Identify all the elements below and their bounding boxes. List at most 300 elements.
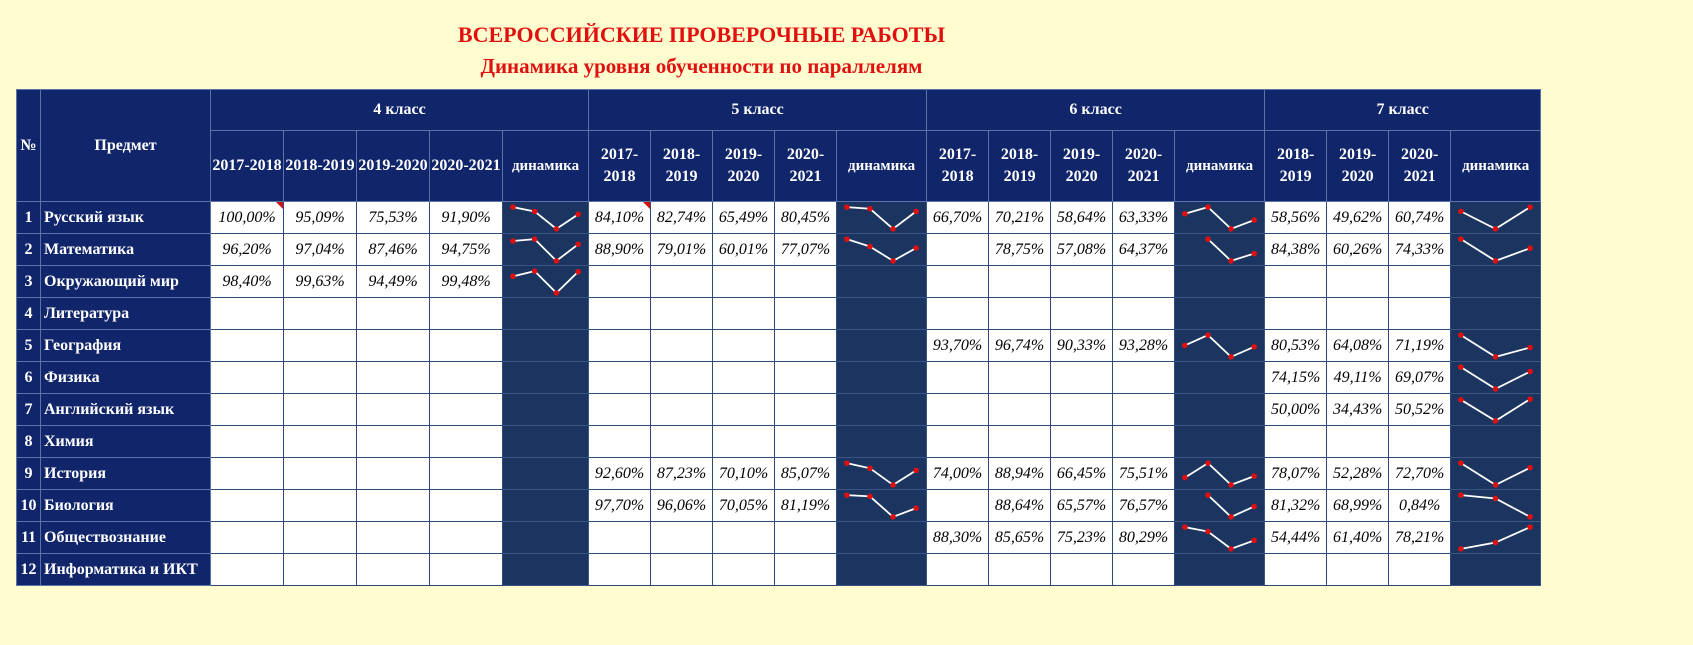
dynamics-g4-point-3: [575, 241, 581, 247]
value-cell: [211, 202, 284, 234]
row-number: 6: [17, 362, 41, 394]
value-cell: [1327, 202, 1389, 234]
value-cell: [1051, 490, 1113, 522]
dynamics-g7-point-0: [1458, 332, 1464, 338]
dynamics-cell-g5: [837, 458, 927, 490]
value-cell: [1327, 394, 1389, 426]
value-cell: [1051, 234, 1113, 266]
value-cell: [357, 554, 430, 586]
value-cell: [211, 362, 284, 394]
header-row-grades: [17, 90, 1541, 131]
dynamics-g7-point-0: [1458, 492, 1464, 498]
value-cell: [1389, 362, 1451, 394]
value-cell: [430, 266, 503, 298]
value-text: 0,84%: [1398, 496, 1441, 514]
dynamics-g6-sparkline: [1175, 203, 1264, 233]
value-cell: [1327, 234, 1389, 266]
dynamics-g7-point-0: [1458, 236, 1464, 242]
dynamics-g4-sparkline: [503, 235, 588, 265]
dynamics-cell-g4: [503, 202, 589, 234]
value-cell: [430, 426, 503, 458]
subject-name: Литература: [41, 298, 211, 330]
value-text: 94,49%: [368, 272, 418, 290]
value-cell: [713, 330, 775, 362]
dynamics-g5-line: [847, 207, 916, 229]
dynamics-g6-point-1: [1228, 258, 1234, 264]
value-cell: [713, 202, 775, 234]
value-cell: [989, 266, 1051, 298]
dynamics-g6-point-0: [1205, 236, 1211, 242]
value-text: 72,70%: [1394, 464, 1445, 482]
dynamics-g4-point-1: [532, 268, 538, 274]
row-number: 11: [17, 522, 41, 554]
value-cell: [1327, 554, 1389, 586]
dynamics-g7-point-0: [1458, 546, 1464, 552]
dynamics-cell-g6: [1175, 554, 1265, 586]
dynamics-cell-g6: [1175, 202, 1265, 234]
value-cell: [589, 394, 651, 426]
dynamics-g5-point-2: [890, 258, 896, 264]
dynamics-g7-sparkline: [1451, 523, 1540, 553]
value-cell: [651, 362, 713, 394]
value-cell: [775, 202, 837, 234]
dynamics-g7-point-1: [1493, 539, 1499, 545]
value-cell: [927, 234, 989, 266]
dynamics-cell-g5: [837, 202, 927, 234]
value-cell: [1265, 426, 1327, 458]
dynamics-g6-point-1: [1205, 460, 1211, 466]
value-cell: [927, 426, 989, 458]
dynamics-g6-line: [1185, 335, 1254, 357]
dynamics-g7-point-2: [1528, 464, 1534, 470]
dynamics-g6-point-0: [1182, 342, 1188, 348]
value-cell: [284, 554, 357, 586]
dynamics-g6-line: [1185, 463, 1254, 485]
dynamics-g5-line: [847, 495, 916, 517]
value-text: 74,15%: [1270, 368, 1321, 386]
dynamics-cell-g7: [1451, 234, 1541, 266]
value-cell: [713, 522, 775, 554]
value-cell: [1389, 234, 1451, 266]
dynamics-header-g7: динамика: [1451, 131, 1541, 202]
value-text: 96,74%: [994, 336, 1045, 354]
dynamics-g4-point-2: [554, 226, 560, 232]
dynamics-g7-point-1: [1493, 418, 1499, 424]
dynamics-g4-point-1: [532, 236, 538, 242]
value-text: 78,75%: [994, 240, 1045, 258]
dynamics-g5-sparkline: [837, 491, 926, 521]
value-text: 65,49%: [718, 208, 769, 226]
value-text: 80,45%: [780, 208, 831, 226]
value-text: 99,48%: [441, 272, 491, 290]
value-cell: [927, 362, 989, 394]
year-header-g4-3: 2020-2021: [430, 131, 503, 202]
value-cell: [1327, 458, 1389, 490]
value-cell: [1265, 298, 1327, 330]
value-cell: [211, 522, 284, 554]
value-cell: [775, 554, 837, 586]
year-header-g5-1: 2018-2019: [651, 131, 713, 202]
dynamics-cell-g5: [837, 490, 927, 522]
dynamics-cell-g6: [1175, 266, 1265, 298]
value-cell: [211, 234, 284, 266]
value-cell: [430, 234, 503, 266]
value-text: 74,33%: [1394, 240, 1445, 258]
value-text: 49,11%: [1333, 368, 1382, 386]
value-cell: [284, 234, 357, 266]
dynamics-cell-g4: [503, 394, 589, 426]
value-cell: [1113, 394, 1175, 426]
value-cell: [1265, 362, 1327, 394]
dynamics-cell-g7: [1451, 298, 1541, 330]
value-cell: [1113, 522, 1175, 554]
value-cell: [1327, 426, 1389, 458]
value-cell: [211, 554, 284, 586]
value-cell: [1327, 522, 1389, 554]
value-cell: [589, 490, 651, 522]
value-cell: [1051, 330, 1113, 362]
value-cell: [1113, 298, 1175, 330]
dynamics-cell-g4: [503, 522, 589, 554]
value-cell: [1113, 554, 1175, 586]
value-text: 88,90%: [594, 240, 645, 258]
value-cell: [1327, 362, 1389, 394]
dynamics-g4-point-1: [532, 208, 538, 214]
value-cell: [989, 522, 1051, 554]
year-header-g5-0: 2017-2018: [589, 131, 651, 202]
value-cell: [651, 234, 713, 266]
dynamics-g6-point-3: [1251, 537, 1257, 543]
value-text: 84,10%: [594, 208, 645, 226]
value-cell: [713, 490, 775, 522]
value-text: 94,75%: [441, 240, 491, 258]
value-cell: [713, 458, 775, 490]
value-cell: [775, 394, 837, 426]
dynamics-g5-point-0: [844, 460, 850, 466]
dynamics-g5-sparkline: [837, 203, 926, 233]
value-cell: [1113, 234, 1175, 266]
value-cell: [927, 202, 989, 234]
dynamics-g7-sparkline: [1451, 395, 1540, 425]
value-text: 60,74%: [1394, 208, 1445, 226]
dynamics-g7-point-2: [1528, 368, 1534, 374]
dynamics-g7-sparkline: [1451, 331, 1540, 361]
dynamics-g5-point-0: [844, 204, 850, 210]
value-cell: [1265, 202, 1327, 234]
value-text: 70,10%: [718, 464, 769, 482]
value-cell: [713, 362, 775, 394]
value-cell: [1113, 458, 1175, 490]
value-cell: [989, 298, 1051, 330]
value-text: 50,00%: [1270, 400, 1321, 418]
dynamics-cell-g7: [1451, 330, 1541, 362]
dynamics-g6-point-0: [1182, 474, 1188, 480]
value-text: 66,70%: [932, 208, 983, 226]
dynamics-g7-point-1: [1493, 354, 1499, 360]
value-text: 85,65%: [994, 528, 1045, 546]
value-cell: [284, 202, 357, 234]
value-cell: [284, 362, 357, 394]
value-text: 92,60%: [594, 464, 645, 482]
value-text: 96,20%: [222, 240, 272, 258]
value-text: 87,46%: [368, 240, 418, 258]
value-cell: [211, 490, 284, 522]
dynamics-g7-line: [1461, 335, 1530, 357]
dynamics-g6-sparkline: [1175, 331, 1264, 361]
table-row: [17, 298, 1541, 330]
value-cell: [211, 266, 284, 298]
dynamics-g4-line: [513, 207, 578, 229]
value-cell: [775, 426, 837, 458]
dynamics-g5-sparkline: [837, 235, 926, 265]
dynamics-g6-point-2: [1228, 226, 1234, 232]
value-cell: [1051, 394, 1113, 426]
dynamics-g5-point-0: [844, 492, 850, 498]
value-cell: [430, 298, 503, 330]
dynamics-g5-point-2: [890, 514, 896, 520]
col-header-subject: Предмет: [41, 90, 211, 202]
dynamics-cell-g4: [503, 330, 589, 362]
value-cell: [1327, 298, 1389, 330]
dynamics-g6-sparkline: [1175, 459, 1264, 489]
value-cell: [1389, 394, 1451, 426]
row-number: 12: [17, 554, 41, 586]
year-header-g5-3: 2020-2021: [775, 131, 837, 202]
value-cell: [927, 298, 989, 330]
value-cell: [1051, 266, 1113, 298]
value-text: 60,01%: [718, 240, 769, 258]
value-cell: [775, 458, 837, 490]
dynamics-cell-g7: [1451, 362, 1541, 394]
value-text: 75,51%: [1118, 464, 1169, 482]
year-header-g4-2: 2019-2020: [357, 131, 430, 202]
value-cell: [1051, 458, 1113, 490]
value-cell: [651, 426, 713, 458]
value-cell: [1051, 362, 1113, 394]
dynamics-g7-sparkline: [1451, 491, 1540, 521]
dynamics-cell-g5: [837, 330, 927, 362]
value-cell: [1113, 330, 1175, 362]
value-cell: [589, 330, 651, 362]
value-text: 87,23%: [656, 464, 707, 482]
dynamics-g6-line: [1185, 207, 1254, 229]
value-cell: [927, 330, 989, 362]
value-cell: [284, 426, 357, 458]
dynamics-cell-g4: [503, 426, 589, 458]
value-cell: [1051, 522, 1113, 554]
dynamics-g7-line: [1461, 399, 1530, 421]
page-subtitle: Динамика уровня обученности по параллелям: [480, 54, 923, 78]
value-cell: [775, 330, 837, 362]
value-cell: [1327, 490, 1389, 522]
year-header-g4-0: 2017-2018: [211, 131, 284, 202]
value-cell: [1389, 490, 1451, 522]
dynamics-g6-point-1: [1205, 332, 1211, 338]
value-text: 88,30%: [932, 528, 983, 546]
value-text: 98,40%: [222, 272, 272, 290]
dynamics-cell-g7: [1451, 202, 1541, 234]
dynamics-g5-point-1: [867, 243, 873, 249]
dynamics-g4-point-0: [510, 204, 516, 210]
value-text: 78,21%: [1394, 528, 1445, 546]
dynamics-g4-sparkline: [503, 203, 588, 233]
value-text: 64,37%: [1118, 240, 1169, 258]
year-header-g7-1: 2019-2020: [1327, 131, 1389, 202]
dynamics-cell-g7: [1451, 426, 1541, 458]
value-cell: [430, 458, 503, 490]
table-row: [17, 426, 1541, 458]
year-header-g4-1: 2018-2019: [284, 131, 357, 202]
value-cell: [430, 394, 503, 426]
value-cell: [211, 394, 284, 426]
value-cell: [589, 234, 651, 266]
value-cell: [651, 554, 713, 586]
value-text: 57,08%: [1056, 240, 1107, 258]
table-row: [17, 522, 1541, 554]
value-cell: [589, 426, 651, 458]
dynamics-g5-line: [847, 239, 916, 261]
value-cell: [1327, 330, 1389, 362]
dynamics-cell-g4: [503, 490, 589, 522]
value-text: 50,52%: [1394, 400, 1445, 418]
dynamics-g6-point-3: [1251, 473, 1257, 479]
value-cell: [1265, 458, 1327, 490]
value-cell: [1327, 266, 1389, 298]
subject-name: Русский язык: [41, 202, 211, 234]
table-row: [17, 362, 1541, 394]
comment-marker-icon: [643, 202, 650, 209]
value-cell: [651, 458, 713, 490]
value-cell: [284, 458, 357, 490]
value-text: 97,70%: [594, 496, 645, 514]
value-text: 97,04%: [295, 240, 345, 258]
value-text: 66,45%: [1056, 464, 1107, 482]
dynamics-g6-point-0: [1205, 492, 1211, 498]
value-cell: [989, 394, 1051, 426]
dynamics-g6-line: [1208, 495, 1254, 517]
value-text: 77,07%: [780, 240, 831, 258]
dynamics-cell-g4: [503, 234, 589, 266]
dynamics-g7-point-1: [1493, 482, 1499, 488]
value-text: 70,05%: [718, 496, 769, 514]
subject-name: Физика: [41, 362, 211, 394]
dynamics-g5-line: [847, 463, 916, 485]
value-text: 75,23%: [1056, 528, 1107, 546]
dynamics-g6-sparkline: [1175, 235, 1264, 265]
value-cell: [357, 202, 430, 234]
year-header-g7-2: 2020-2021: [1389, 131, 1451, 202]
value-text: 60,26%: [1332, 240, 1383, 258]
value-cell: [284, 298, 357, 330]
value-text: 90,33%: [1056, 336, 1107, 354]
value-cell: [713, 426, 775, 458]
subject-name: География: [41, 330, 211, 362]
subject-name: Биология: [41, 490, 211, 522]
dynamics-g5-point-1: [867, 465, 873, 471]
row-number: 7: [17, 394, 41, 426]
value-cell: [357, 266, 430, 298]
dynamics-cell-g6: [1175, 330, 1265, 362]
value-cell: [430, 362, 503, 394]
dynamics-cell-g6: [1175, 298, 1265, 330]
value-cell: [775, 362, 837, 394]
subject-name: История: [41, 458, 211, 490]
value-cell: [927, 522, 989, 554]
value-text: 91,90%: [441, 208, 491, 226]
value-text: 61,40%: [1332, 528, 1383, 546]
value-cell: [651, 522, 713, 554]
dynamics-g4-line: [513, 271, 578, 293]
year-header-g6-0: 2017-2018: [927, 131, 989, 202]
dynamics-g7-point-2: [1528, 514, 1534, 520]
value-cell: [651, 394, 713, 426]
dynamics-g6-point-2: [1228, 354, 1234, 360]
dynamics-g4-point-3: [575, 211, 581, 217]
dynamics-cell-g7: [1451, 458, 1541, 490]
value-text: 64,08%: [1332, 336, 1383, 354]
value-text: 88,94%: [994, 464, 1045, 482]
row-number: 9: [17, 458, 41, 490]
grade-header-7: 7 класс: [1265, 90, 1541, 131]
dynamics-cell-g5: [837, 266, 927, 298]
dynamics-header-g4: динамика: [503, 131, 589, 202]
dynamics-cell-g5: [837, 426, 927, 458]
dynamics-g7-sparkline: [1451, 235, 1540, 265]
value-text: 82,74%: [656, 208, 707, 226]
table-row: [17, 394, 1541, 426]
value-text: 81,19%: [780, 496, 831, 514]
dynamics-cell-g6: [1175, 426, 1265, 458]
dynamics-g4-line: [513, 239, 578, 261]
grade-header-5: 5 класс: [589, 90, 927, 131]
value-cell: [357, 458, 430, 490]
dynamics-g5-point-2: [890, 482, 896, 488]
header-row-years: [17, 131, 1541, 202]
dynamics-g7-point-1: [1493, 226, 1499, 232]
value-cell: [357, 330, 430, 362]
table-row: [17, 554, 1541, 586]
value-text: 74,00%: [932, 464, 983, 482]
value-cell: [713, 298, 775, 330]
value-cell: [1113, 490, 1175, 522]
dynamics-g7-point-1: [1493, 495, 1499, 501]
dynamics-g5-point-3: [913, 208, 919, 214]
value-text: 63,33%: [1118, 208, 1169, 226]
dynamics-g7-line: [1461, 367, 1530, 389]
value-cell: [989, 202, 1051, 234]
value-cell: [1113, 202, 1175, 234]
value-cell: [775, 522, 837, 554]
dynamics-g7-point-2: [1528, 204, 1534, 210]
value-cell: [1265, 522, 1327, 554]
value-cell: [989, 490, 1051, 522]
dynamics-cell-g4: [503, 298, 589, 330]
value-cell: [927, 458, 989, 490]
value-cell: [989, 330, 1051, 362]
dynamics-cell-g7: [1451, 490, 1541, 522]
value-text: 58,64%: [1056, 208, 1107, 226]
row-number: 3: [17, 266, 41, 298]
value-text: 80,53%: [1270, 336, 1321, 354]
value-text: 81,32%: [1270, 496, 1321, 514]
value-cell: [927, 394, 989, 426]
dynamics-g6-point-1: [1205, 204, 1211, 210]
value-cell: [589, 266, 651, 298]
value-cell: [284, 330, 357, 362]
value-cell: [651, 490, 713, 522]
value-cell: [357, 394, 430, 426]
dynamics-g4-point-2: [554, 290, 560, 296]
